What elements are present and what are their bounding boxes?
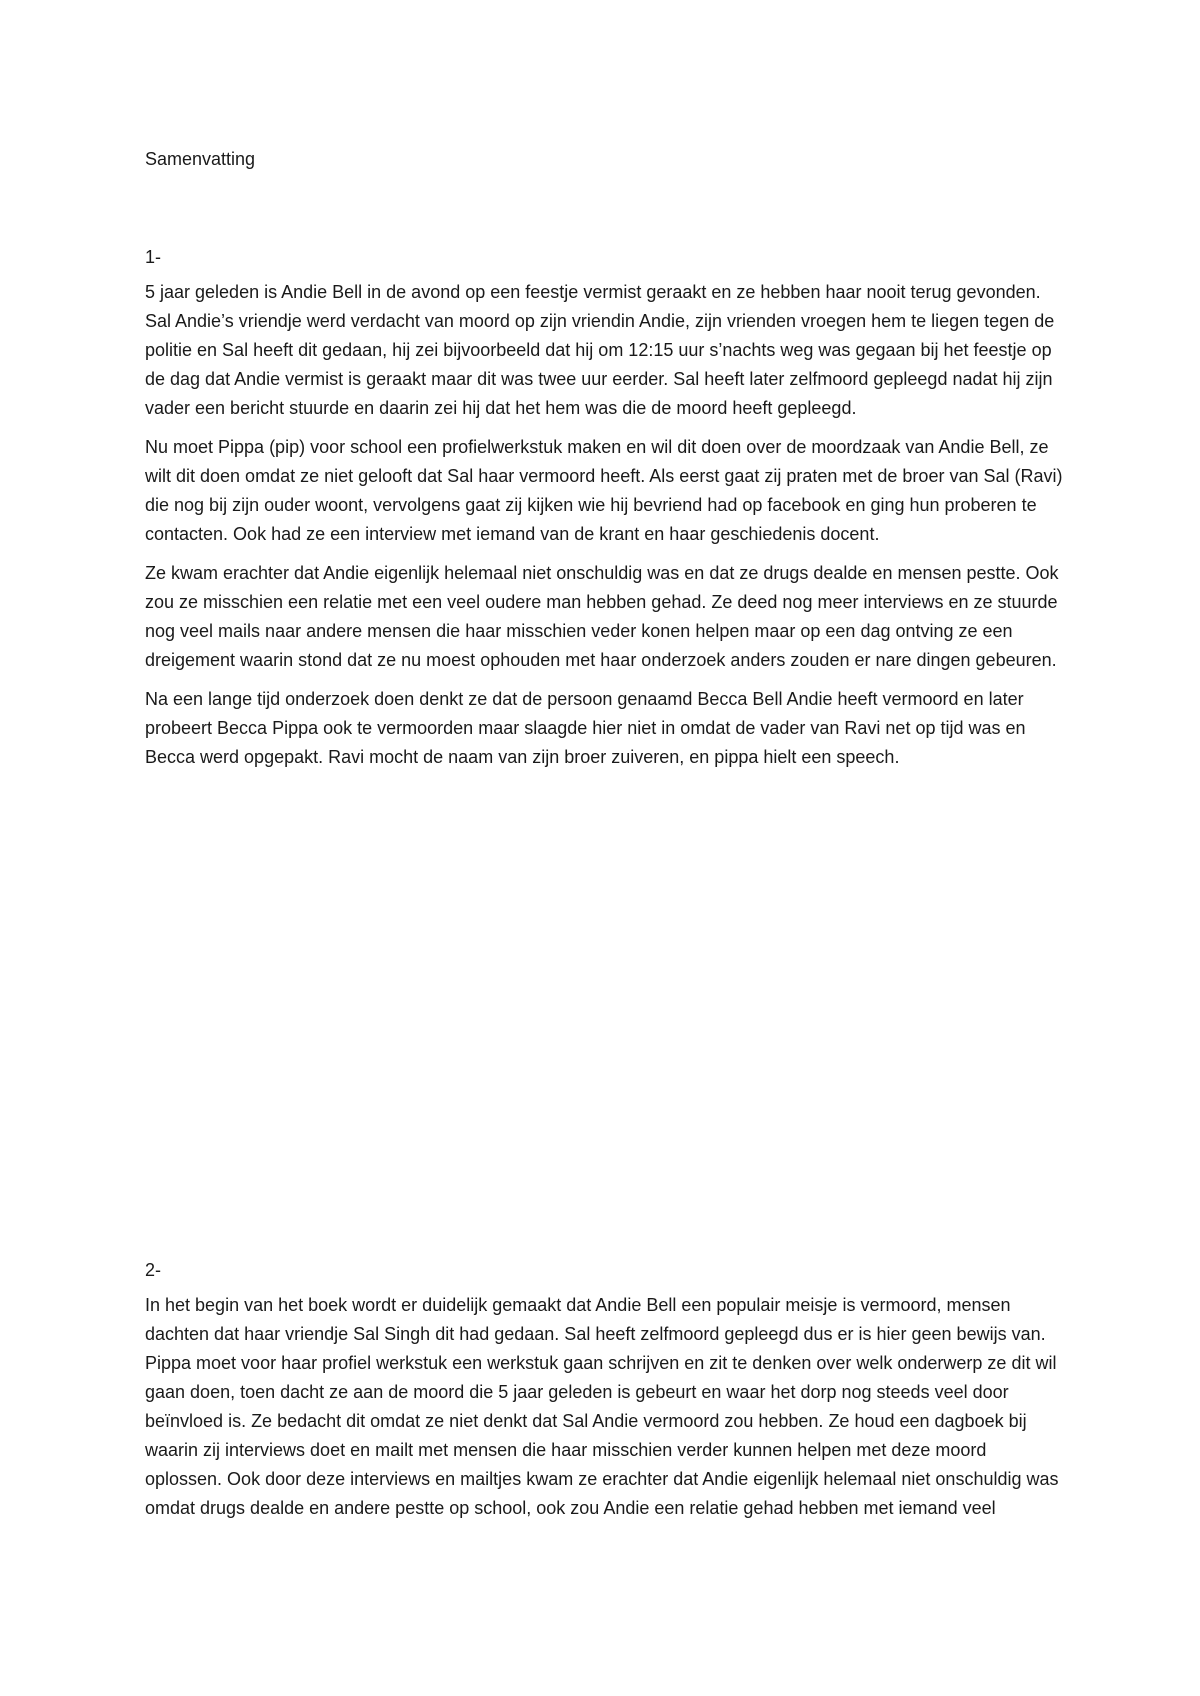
section-1-paragraph-1: 5 jaar geleden is Andie Bell in de avond op een feestje vermist geraakt en ze hebben haar nooit terug gevonden. Sal Andie’s vriendje werd verdacht van moord op zijn vriendin Andie, zijn vrienden vroegen hem te liegen tegen de politie en Sal heeft dit gedaan, hij zei bijvoorbeeld dat hij om 12:15 uur s’nachts weg was gegaan bij het feestje op de dag dat Andie vermist is geraakt maar dit was twee uur eerder. Sal heeft later zelfmoord gepleegd nadat hij zijn vader een bericht stuurde en daarin zei hij dat het hem was die de moord heeft gepleegd. (145, 282, 1055, 418)
section-2-marker: 2- (145, 1260, 162, 1280)
section-1-paragraph-4: Na een lange tijd onderzoek doen denkt ze dat de persoon genaamd Becca Bell Andie heeft vermoord en later probeert Becca Pippa ook te vermoorden maar slaagde hier niet in omdat de vader van Ravi net op tijd was en Becca werd opgepakt. Ravi mocht de naam van zijn broer zuiveren, en pippa hielt een speech. (145, 689, 1026, 767)
section-1-paragraph-2: Nu moet Pippa (pip) voor school een profielwerkstuk maken en wil dit doen over de moordzaak van Andie Bell, ze wilt dit doen omdat ze niet gelooft dat Sal haar vermoord heeft. Als eerst gaat zij praten met de broer van Sal (Ravi) die nog bij zijn ouder woont, vervolgens gaat zij kijken wie hij bevriend had op facebook en ging hun proberen te contacten. Ook had ze een interview met iemand van de krant en haar geschiedenis docent. (145, 437, 1063, 544)
document-title: Samenvatting (145, 149, 256, 169)
section-2-body (145, 1291, 1065, 1533)
section-1-marker: 1- (145, 247, 162, 267)
section-2-paragraph-1: In het begin van het boek wordt er duidelijk gemaakt dat Andie Bell een populair meisje is vermoord, mensen dachten dat haar vriendje Sal Singh dit had gedaan. Sal heeft zelfmoord gepleegd dus er is hier geen bewijs van. Pippa moet voor haar profiel werkstuk een werkstuk gaan schrijven en zit te denken over welk onderwerp ze dit wil gaan doen, toen dacht ze aan de moord die 5 jaar geleden is gebeurt en waar het dorp nog steeds veel door beïnvloed is. Ze bedacht dit omdat ze niet denkt dat Sal Andie vermoord zou hebben. Ze houd een dagboek bij waarin zij interviews doet en mailt met mensen die haar misschien verder kunnen helpen met deze moord oplossen. Ook door deze interviews en mailtjes kwam ze erachter dat Andie eigenlijk helemaal niet onschuldig was omdat drugs dealde en andere pestte op school, ook zou Andie een relatie gehad hebben met iemand veel (145, 1295, 1059, 1518)
section-1-body (145, 278, 1065, 782)
section-1-paragraph-3: Ze kwam erachter dat Andie eigenlijk helemaal niet onschuldig was en dat ze drugs dealde en mensen pestte. Ook zou ze misschien een relatie met een veel oudere man hebben gehad. Ze deed nog meer interviews en ze stuurde nog veel mails naar andere mensen die haar misschien veder konen helpen maar op een dag ontving ze een dreigement waarin stond dat ze nu moest ophouden met haar onderzoek anders zouden er nare dingen gebeuren. (145, 563, 1059, 670)
